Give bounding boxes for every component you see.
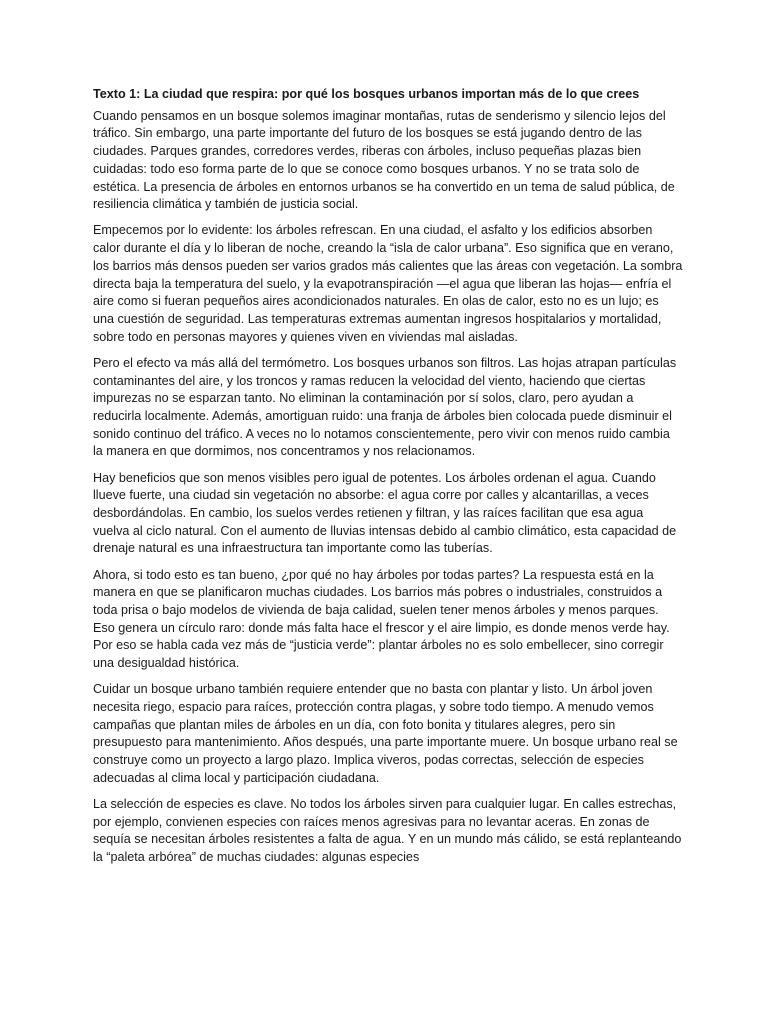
paragraph-1: Cuando pensamos en un bosque solemos imaginar montañas, rutas de senderismo y silencio lejos del tráfico. Sin embargo, una parte importante del futuro de los bosques se está jugando dentro de las ciudades. Parques grandes, corredores verdes, riberas con árboles, incluso pequeñas plazas bien cuidadas: todo eso forma parte de lo que se conoce como bosques urbanos. Y no se trata solo de estética. La presencia de árboles en entornos urbanos se ha convertido en un tema de salud pública, de resiliencia climática y también de justicia social.	[93, 108, 675, 212]
paragraph-6: Cuidar un bosque urbano también requiere entender que no basta con plantar y listo. Un árbol joven necesita riego, espacio para raíces, protección contra plagas, y sobre todo tiempo. A menudo vemos campañas que plantan miles de árboles en un día, con foto bonita y titulares alegres, pero sin presupuesto para mantenimiento. Años después, una parte importante muere. Un bosque urbano real se construye como un proyecto a largo plazo. Implica viveros, podas correctas, selección de especies adecuadas al clima local y participación ciudadana.	[93, 682, 678, 785]
paragraph-5: Ahora, si todo esto es tan bueno, ¿por qué no hay árboles por todas partes? La respuesta está en la manera en que se planificaron muchas ciudades. Los barrios más pobres o industriales, construidos a toda prisa o bajo modelos de vivienda de baja calidad, suelen tener menos árboles y menos parques. Eso genera un círculo raro: donde más falta hace el frescor y el aire limpio, es donde menos verde hay. Por eso se habla cada vez más de “justicia verde”: plantar árboles no es solo embellecer, sino corregir una desigualdad histórica.	[93, 567, 670, 671]
document-page	[93, 86, 683, 875]
paragraph-4: Hay beneficios que son menos visibles pero igual de potentes. Los árboles ordenan el agua. Cuando llueve fuerte, una ciudad sin vegetación no absorbe: el agua corre por calles y alcantarillas, a veces desbordándolas. En cambio, los suelos verdes retienen y filtran, y las raíces facilitan que esa agua vuelva al ciclo natural. Con el aumento de lluvias intensas debido al cambio climático, esta capacidad de drenaje natural es una infraestructura tan importante como las tuberías.	[93, 470, 677, 556]
paragraph-7: La selección de especies es clave. No todos los árboles sirven para cualquier lugar. En calles estrechas, por ejemplo, convienen especies con raíces menos agresivas para no levantar aceras. En zonas de sequía se necesitan árboles resistentes a falta de agua. Y en un mundo más cálido, se está replanteando la “paleta arbórea” de muchas ciudades: algunas especies	[93, 797, 682, 865]
paragraph-3: Pero el efecto va más allá del termómetro. Los bosques urbanos son filtros. Las hojas atrapan partículas contaminantes del aire, y los troncos y ramas reducen la velocidad del viento, haciendo que ciertas impurezas no se esparzan tanto. No eliminan la contaminación por sí solos, claro, pero ayudan a reducirla localmente. Además, amortiguan ruido: una franja de árboles bien colocada puede disminuir el sonido continuo del tráfico. A veces no lo notamos conscientemente, pero vivir con menos ruido cambia la manera en que dormimos, nos concentramos y nos relacionamos.	[93, 355, 677, 459]
paragraph-2: Empecemos por lo evidente: los árboles refrescan. En una ciudad, el asfalto y los edificios absorben calor durante el día y lo liberan de noche, creando la “isla de calor urbana”. Eso significa que en verano, los barrios más densos pueden ser varios grados más calientes que las áreas con vegetación. La sombra directa baja la temperatura del suelo, y la evapotranspiración —el agua que liberan las hojas— enfría el aire como si fueran pequeños aires acondicionados naturales. En olas de calor, esto no es un lujo; es una cuestión de seguridad. Las temperaturas extremas aumentan ingresos hospitalarios y mortalidad, sobre todo en personas mayores y quienes viven en viviendas mal aisladas.	[93, 223, 683, 344]
document-title: Texto 1: La ciudad que respira: por qué los bosques urbanos importan más de lo que crees	[93, 87, 640, 101]
